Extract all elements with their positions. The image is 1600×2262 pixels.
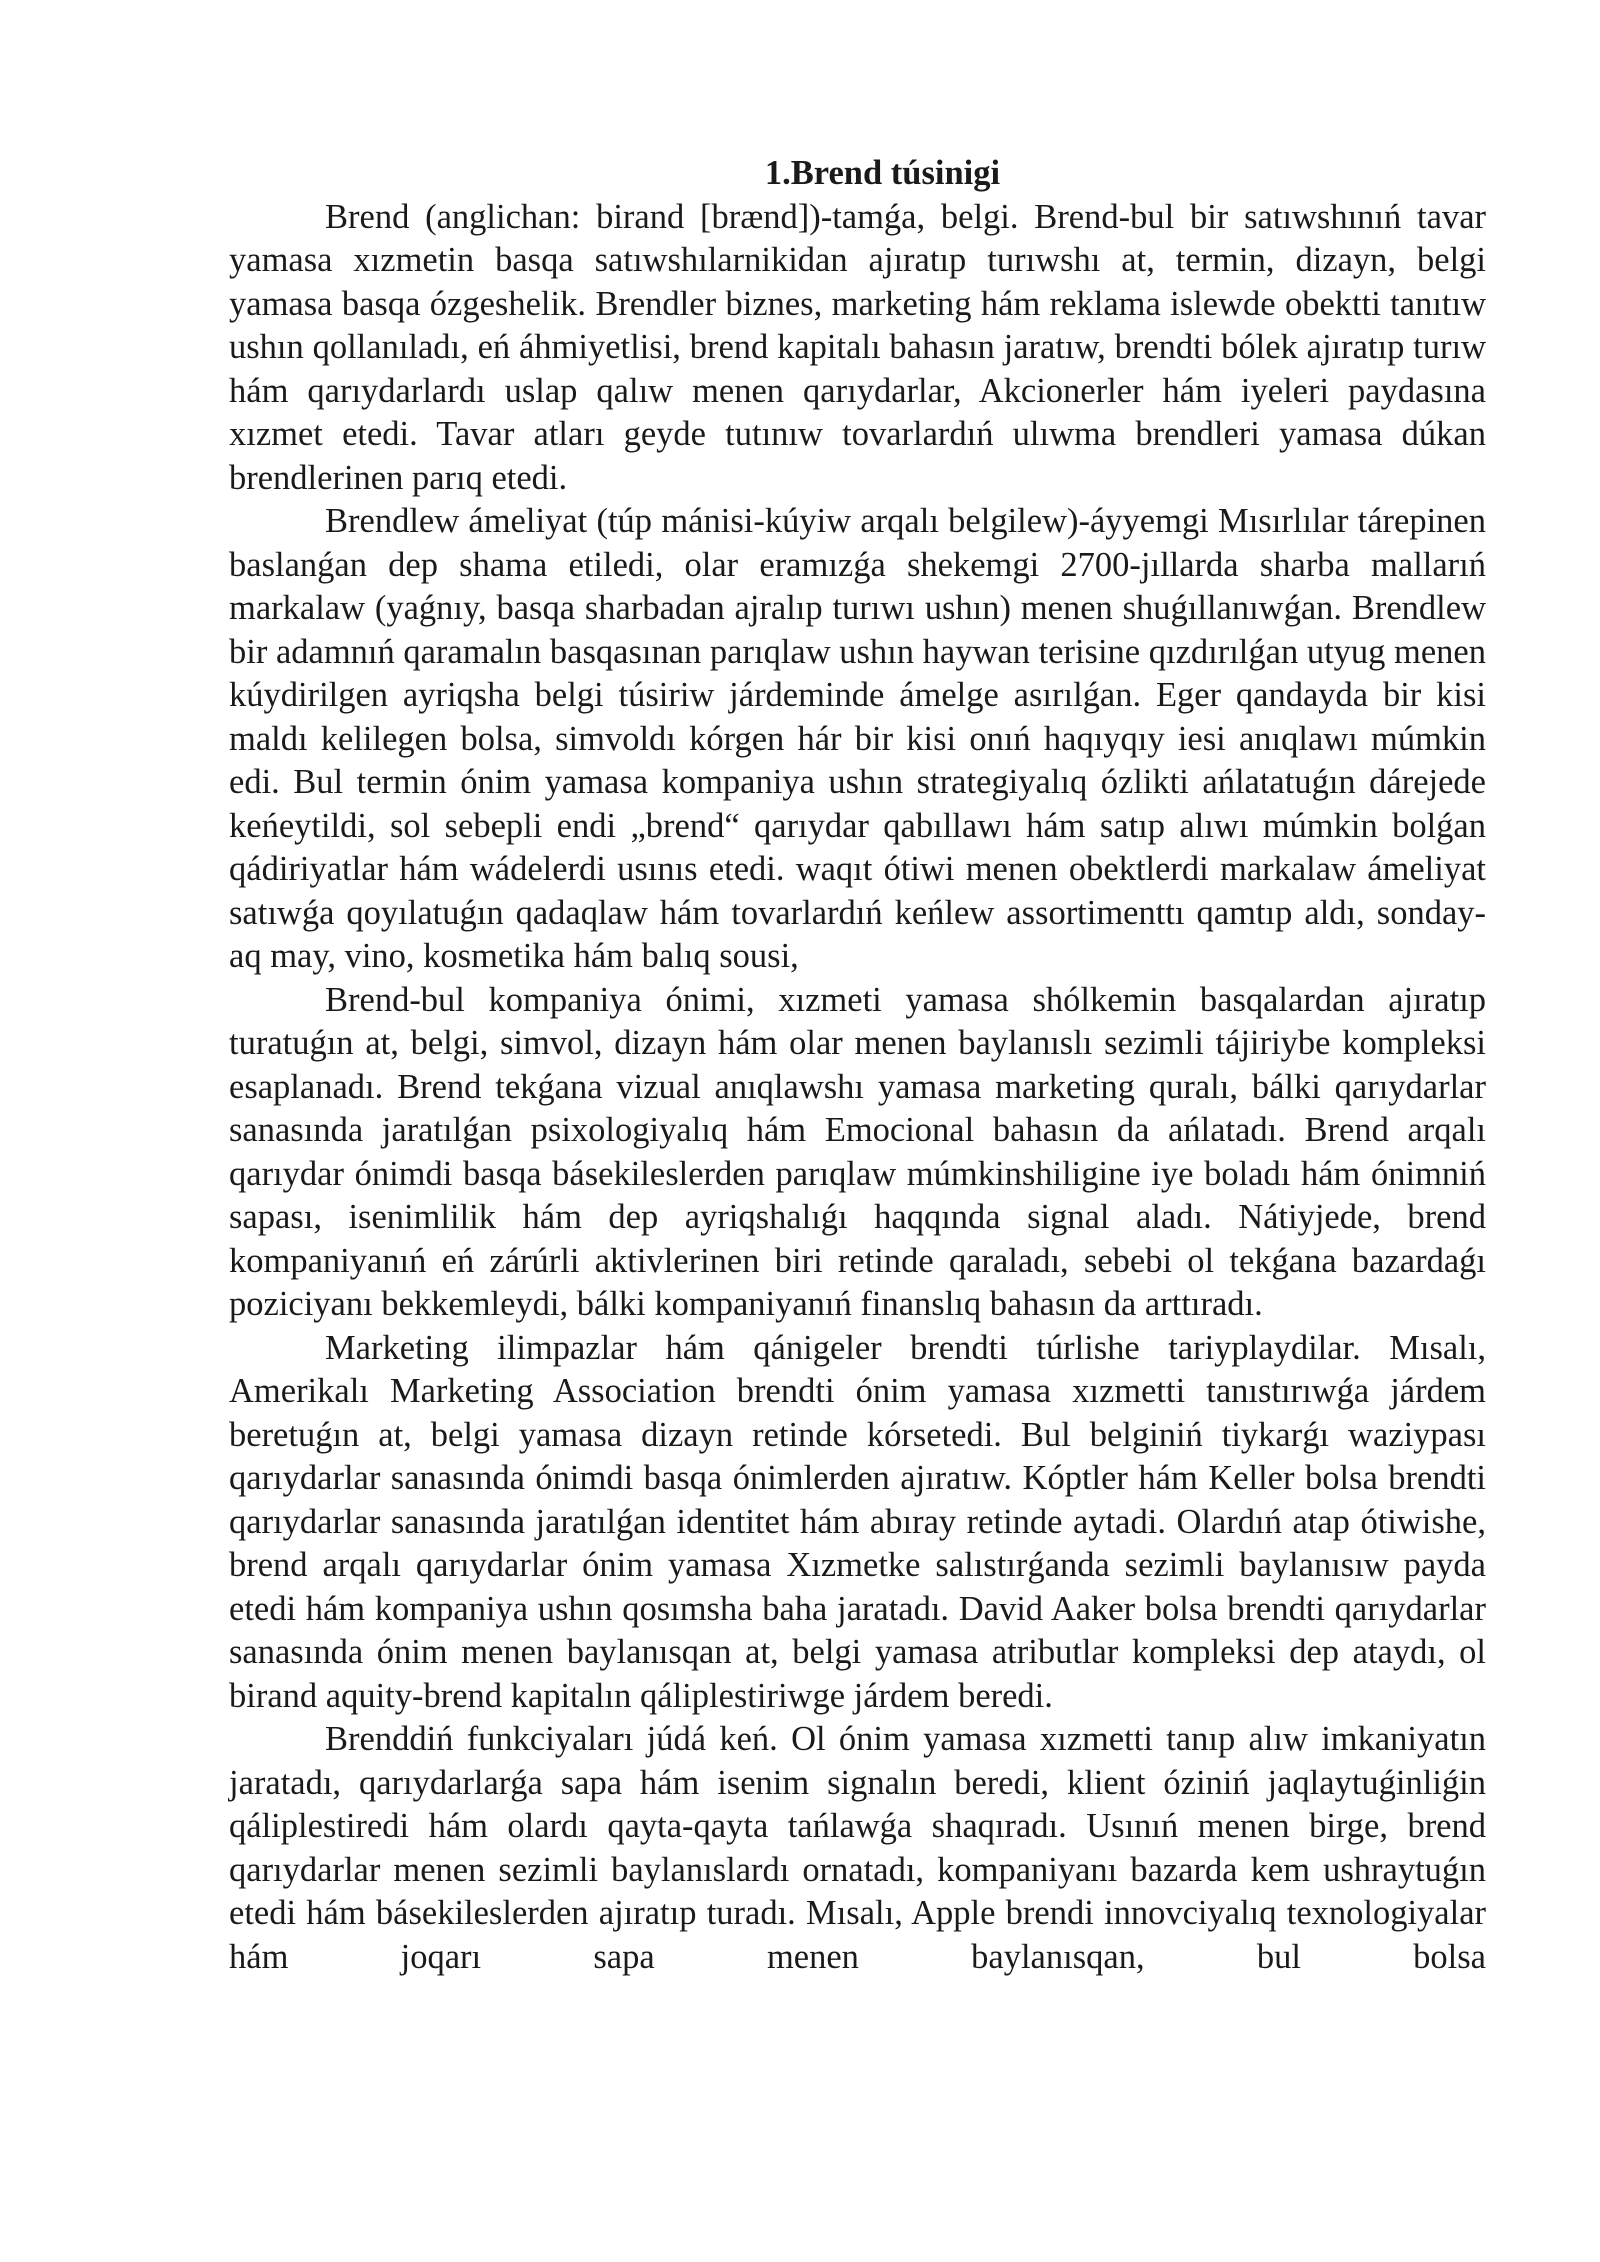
document-page <box>229 152 1486 1979</box>
paragraph-brand-definitions-scholars: Marketing ilimpazlar hám qánigeler brendti túrlishe tariyplaydilar. Mısalı, Amerikalı Marketing Association brendti ónim yamasa xızmetti tanıstırıwǵa járdem beretuǵın at, belgi yamasa dizayn retinde kórsetedi. Bul belginiń tiykarǵı waziypası qarıydarlar sanasında ónimdi basqa ónimlerden ajıratıw. Kóptler hám Keller bolsa brendti qarıydarlar sanasında jaratılǵan identitet hám abıray retinde aytadi. Olardıń atap ótiwishe, brend arqalı qarıydarlar ónim yamasa Xızmetke salıstırǵanda sezimli baylanısıw payda etedi hám kompaniya ushın qosımsha baha jaratadı. David Aaker bolsa brendti qarıydarlar sanasında ónim menen baylanısqan at, belgi yamasa atributlar kompleksi dep ataydı, ol birand aquity-brend kapitalın qáliplestiriwge járdem beredi. <box>229 1328 1486 1715</box>
paragraph-branding-history: Brendlew ámeliyat (túp mánisi-kúyiw arqalı belgilew)-áyyemgi Mısırlılar tárepinen baslanǵan dep shama etiledi, olar eramızǵa shekemgi 2700-jıllarda sharba mallarıń markalaw (yaǵnıy, basqa sharbadan ajralıp turıwı ushın) menen shuǵıllanıwǵan. Brendlew bir adamnıń qaramalın basqasınan parıqlaw ushın haywan terisine qızdırılǵan utyug menen kúydirilgen ayriqsha belgi túsiriw járdeminde ámelge asırılǵan. Eger qandayda bir kisi maldı kelilegen bolsa, simvoldı kórgen hár bir kisi onıń haqıyqıy iesi anıqlawı múmkin edi. Bul termin ónim yamasa kompaniya ushın strategiyalıq ózlikti ańlatatuǵın dárejede keńeytildi, sol sebepli endi „brend“ qarıydar qabıllawı hám satıp alıwı múmkin bolǵan qádiriyatlar hám wádelerdi usınıs etedi. waqıt ótiwi menen obektlerdi markalaw ámeliyat satıwǵa qoyılatuǵın qadaqlaw hám tovarlardıń keńlew assortimenttı qamtıp aldı, sonday-aq may, vino, kosmetika hám balıq sousi, <box>229 502 1486 975</box>
paragraph-brand-functions: Brenddiń funkciyaları júdá keń. Ol ónim yamasa xızmetti tanıp alıw imkaniyatın jaratadı, qarıydarlarǵa sapa hám isenim signalın beredi, klient óziniń jaqlaytuǵinliǵin qáliplestiredi hám olardı qayta-qayta tańlawǵa shaqıradı. Usınıń menen birge, brend qarıydarlar menen sezimli baylanıslardı ornatadı, kompaniyanı bazarda kem ushraytuǵın etedi hám básekileslerden ajıratıp turadı. Mısalı, Apple brendi innovciyalıq texnologiyalar hám joqarı sapa menen baylanısqan, bul bolsa <box>229 1720 1486 1976</box>
paragraph-brand-meaning: Brend-bul kompaniya ónimi, xızmeti yamasa shólkemin basqalardan ajıratıp turatuǵın at, belgi, simvol, dizayn hám olar menen baylanıslı sezimli tájiriybe kompleksi esaplanadı. Brend tekǵana vizual anıqlawshı yamasa marketing quralı, bálki qarıydarlar sanasında jaratılǵan psixologiyalıq hám Emocional bahasın da ańlatadı. Brend arqalı qarıydar ónimdi basqa básekileslerden parıqlaw múmkinshiligine iye boladı hám ónimniń sapası, isenimlilik hám dep ayriqshalıǵı haqqında signal aladı. Nátiyjede, brend kompaniyanıń eń zárúrli aktivlerinen biri retinde qaraladı, sebebi ol tekǵana bazardaǵı poziciyanı bekkemleydi, bálki kompaniyanıń finanslıq bahasın da arttıradı. <box>229 980 1486 1323</box>
paragraph-brand-definition: Brend (anglichan: birand [brænd])-tamǵa, belgi. Brend-bul bir satıwshınıń tavar yamasa xızmetin basqa satıwshılarnikidan ajıratıp turıwshı at, termin, dizayn, belgi yamasa basqa ózgeshelik. Brendler biznes, marketing hám reklama islewde obektti tanıtıw ushın qollanıladı, eń áhmiyetlisi, brend kapitalı bahasın jaratıw, brendti bólek ajıratıp turıw hám qarıydarlardı uslap qalıw menen qarıydarlar, Akcionerler hám iyeleri paydasına xızmet etedi. Tavar atları geyde tutınıw tovarlardıń ulıwma brendleri yamasa dúkan brendlerinen parıq etedi. <box>229 197 1486 497</box>
document-title: 1.Brend túsinigi <box>764 154 1001 192</box>
